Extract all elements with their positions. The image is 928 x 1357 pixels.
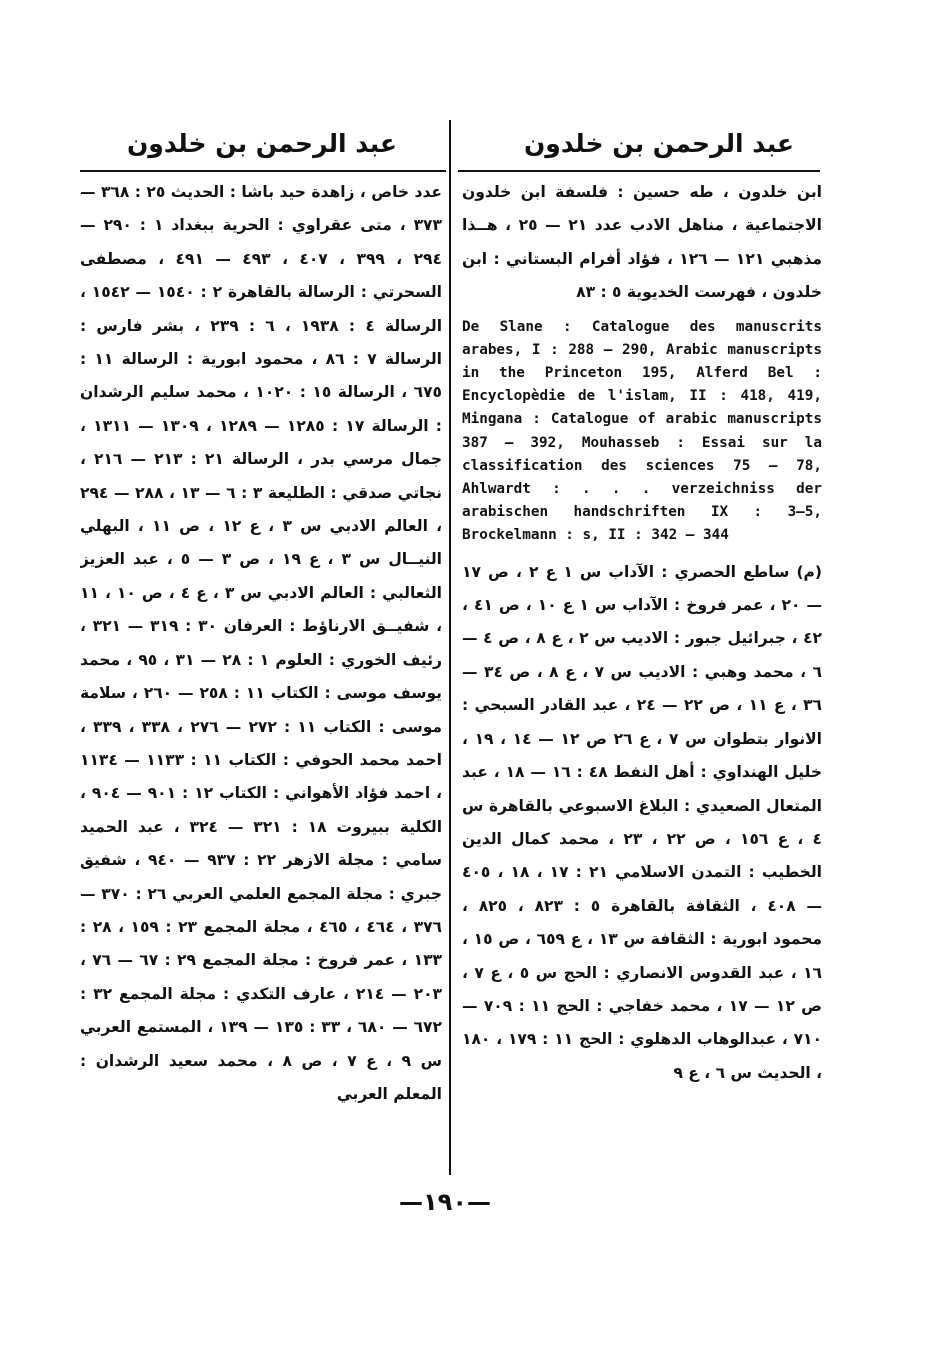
right-header-rule: [458, 170, 820, 172]
right-column-title: عبد الرحمن بن خلدون: [523, 129, 795, 158]
left-column: [80, 176, 442, 1176]
right-arabic-intro: ابن خلدون ، طه حسين : فلسفة ابن خلدون الاجتماعية ، مناهل الادب عدد ٢١ — ٢٥ ، هــذا مذهبي ١٢١ — ١٢٦ ، فؤاد أفرام البستاني : ابن خلدون ، فهرست الخديوية ٥ : ٨٣: [462, 183, 822, 302]
right-arabic-main: (م) ساطع الحصري : الآداب س ١ ع ٢ ، ص ١٧ — ٢٠ ، عمر فروخ : الآداب س ١ ع ١٠ ، ص ٤١ ، ٤٢ ، جبرائيل جبور : الاديب س ٢ ، ع ٨ ، ص ٤ — ٦ ، محمد وهبي : الاديب س ٧ ، ع ٨ ، ص ٣٤ — ٣٦ ، ع ١١ ، ص ٢٢ — ٢٤ ، عبد القادر السبحي : الانوار بتطوان س ٧ ، ع ٢٦ ص ١٢ — ١٤ ، ١٩ ، خليل الهنداوي : أهل النفط ٤٨ : ١٦ — ١٨ ، عبد المتعال الصعيدي : البلاغ الاسبوعي بالقاهرة س ٤ ، ع ١٥٦ ، ص ٢٢ ، ٢٣ ، محمد كمال الدين الخطيب : التمدن الاسلامي ٢١ : ١٧ ، ١٨ ، ٤٠٥ — ٤٠٨ ، الثقافة بالقاهرة ٥ : ٨٢٣ ، ٨٢٥ ، محمود ابورية : الثقافة س ١٣ ، ع ٦٥٩ ، ص ١٥ ، ١٦ ، عبد القدوس الانصاري : الحج س ٥ ، ع ٧ ، ص ١٢ — ١٧ ، محمد خفاجي : الحج ١١ : ٧٠٩ — ٧١٠ ، عبدالوهاب الدهلوي : الحج ١١ : ١٧٩ ، ١٨٠ ، الحديث س ٦ ، ع ٩: [462, 562, 822, 1082]
left-header-rule: [80, 170, 446, 172]
left-column-title: عبد الرحمن بن خلدون: [126, 129, 398, 158]
right-column: [462, 176, 822, 1176]
page-number: —١٩٠—: [399, 1188, 491, 1216]
left-arabic-text: عدد خاص ، زاهدة حيد باشا : الحديث ٢٥ : ٣٦٨ — ٣٧٣ ، متى عقراوي : الحرية ببغداد ١ : ٢٩٠ — ٢٩٤ ، ٣٩٩ ، ٤٠٧ ، ٤٩٣ — ٤٩١ ، مصطفى السحرتي : الرسالة بالقاهرة ٢ : ١٥٤٠ — ١٥٤٢ ، الرسالة ٤ : ١٩٣٨ ، ٦ : ٢٣٩ ، بشر فارس : الرسالة ٧ : ٨٦ ، محمود ابورية : الرسالة ١١ : ٦٧٥ ، الرسالة ١٥ : ١٠٢٠ ، محمد سليم الرشدان : الرسالة ١٧ : ١٢٨٥ — ١٢٨٩ ، ١٣٠٩ — ١٣١١ ، جمال مرسي بدر ، الرسالة ٢١ : ٢١٣ — ٢١٦ ، نجاتي صدقي : الطليعة ٣ : ٦ — ١٣ ، ٢٨٨ — ٢٩٤ ، العالم الادبي س ٣ ، ع ١٢ ، ص ١١ ، البهلي النيــال س ٣ ، ع ١٩ ، ص ٣ — ٥ ، عبد العزيز الثعالبي : العالم الادبي س ٣ ، ع ٤ ، ص ١٠ ، ١١ ، شفيــق الارناؤط : العرفان ٣٠ : ٣١٩ — ٣٢١ ، رئيف الخوري : العلوم ١ : ٢٨ — ٣١ ، ٩٥ ، محمد يوسف موسى : الكتاب ١١ : ٢٥٨ — ٢٦٠ ، سلامة موسى : الكتاب ١١ : ٢٧٢ — ٢٧٦ ، ٣٣٨ ، ٣٣٩ ، احمد محمد الحوفي : الكتاب ١١ : ١١٣٣ — ١١٣٤ ، احمد فؤاد الأهواني : الكتاب ١٢ : ٩٠١ — ٩٠٤ ، الكلية ببيروت ١٨ : ٣٢١ — ٣٢٤ ، عبد الحميد سامي : مجلة الازهر ٢٢ : ٩٣٧ — ٩٤٠ ، شفيق جبري : مجلة المجمع العلمي العربي ٢٦ : ٣٧٠ — ٣٧٦ ، ٤٦٤ ، ٤٦٥ ، مجلة المجمع ٢٣ : ١٥٩ ، ٢٨ : ١٣٣ ، عمر فروخ : مجلة المجمع ٢٩ : ٦٧ — ٧٦ ، ٢٠٣ — ٢١٤ ، عارف التكدي : مجلة المجمع ٣٢ : ٦٧٢ — ٦٨٠ ، ٣٣ : ١٣٥ — ١٣٩ ، المستمع العربي س ٩ ، ع ٧ ، ص ٨ ، محمد سعيد الرشدان : المعلم العربي: [80, 183, 442, 1103]
right-latin-references: De Slane : Catalogue des manuscrits arabes, I : 288 — 290, Arabic manuscripts in the Princeton 195, Alferd Bel : Encyclopèdie de l'islam, II : 418, 419, Mingana : Catalogue of arabic manuscripts 387 — 392, Mouhasseb : Essai sur la classification des sciences 75 — 78, Ahlwardt : . . . verzeichniss der arabischen handschriften IX : 3—5, Brockelmann : s, II : 342 — 344: [462, 318, 822, 544]
column-divider: [449, 120, 451, 1175]
